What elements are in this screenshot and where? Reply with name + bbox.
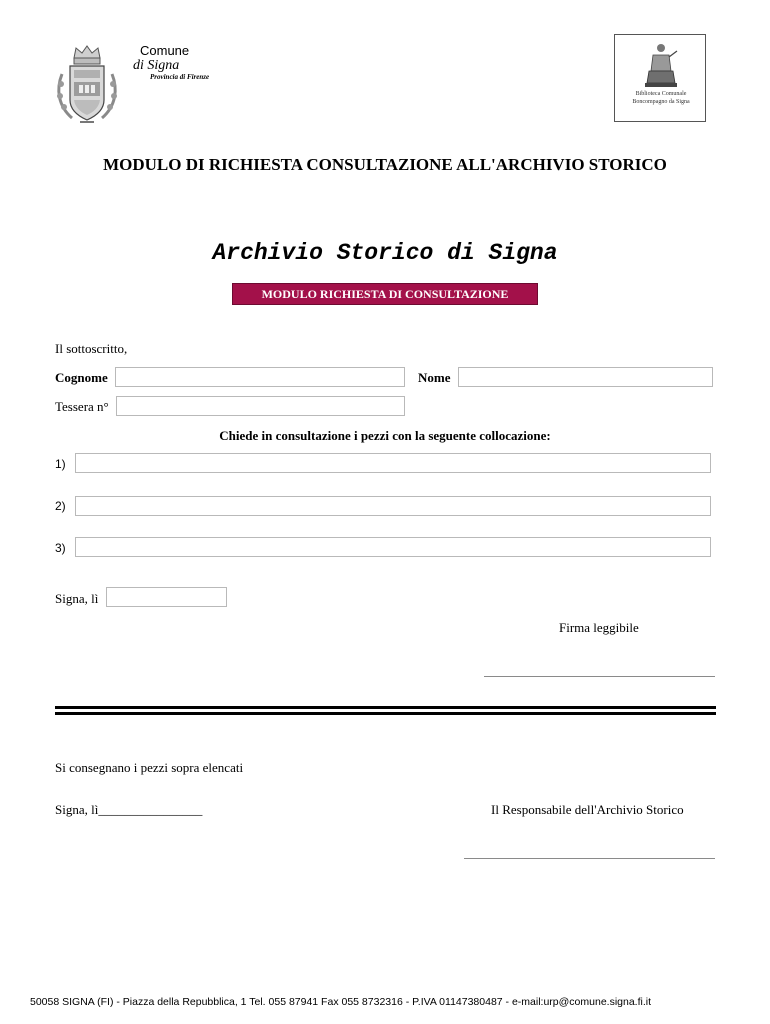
- cognome-input[interactable]: [115, 367, 405, 387]
- signa-date-label: Signa, lì: [55, 591, 99, 606]
- firma-label: Firma leggibile: [559, 620, 639, 635]
- coat-of-arms-logo: [52, 44, 122, 128]
- comune-label: Comune: [140, 43, 190, 58]
- tessera-input[interactable]: [116, 396, 405, 416]
- item-2-label: 2): [55, 499, 66, 513]
- responsabile-label: Il Responsabile dell'Archivio Storico: [491, 802, 684, 817]
- delivery-text: Si consegnano i pezzi sopra elencati: [55, 760, 244, 775]
- footer-address: 50058 SIGNA (FI) - Piazza della Repubblica, 1 Tel. 055 87941 Fax 055 8732316 - P.IVA 01147380487 - e-mail:urp@comune.signa.fi.it: [30, 996, 652, 1008]
- archive-subtitle: Archivio Storico di Signa: [212, 240, 558, 266]
- coat-of-arms-icon: [52, 44, 122, 128]
- responsabile-signature-line[interactable]: [464, 858, 715, 859]
- item-1-label: 1): [55, 457, 66, 471]
- seated-figure-icon: [641, 41, 681, 89]
- page-title: MODULO DI RICHIESTA CONSULTAZIONE ALL'ARCHIVIO STORICO: [103, 155, 667, 174]
- form-banner: MODULO RICHIESTA DI CONSULTAZIONE: [232, 283, 538, 305]
- library-stamp: [614, 34, 706, 122]
- item-1-input[interactable]: [75, 453, 711, 473]
- stamp-text: Biblioteca Comunale Boncompagno da Signa: [632, 91, 690, 105]
- delivery-date-label: Signa, lì________________: [55, 802, 203, 817]
- item-2-input[interactable]: [75, 496, 711, 516]
- nome-label: Nome: [418, 370, 451, 385]
- tessera-label: Tessera n°: [55, 399, 109, 414]
- intro-text: Il sottoscritto,: [55, 341, 128, 356]
- section-divider: [55, 706, 716, 716]
- item-3-input[interactable]: [75, 537, 711, 557]
- signa-date-input[interactable]: [106, 587, 227, 607]
- request-text: Chiede in consultazione i pezzi con la seguente collocazione:: [219, 428, 551, 443]
- firma-signature-line[interactable]: [484, 676, 715, 677]
- cognome-label: Cognome: [55, 370, 108, 385]
- di-signa-label: di Signa: [133, 58, 180, 73]
- provincia-label: Provincia di Firenze: [150, 73, 210, 81]
- item-3-label: 3): [55, 541, 66, 555]
- nome-input[interactable]: [458, 367, 713, 387]
